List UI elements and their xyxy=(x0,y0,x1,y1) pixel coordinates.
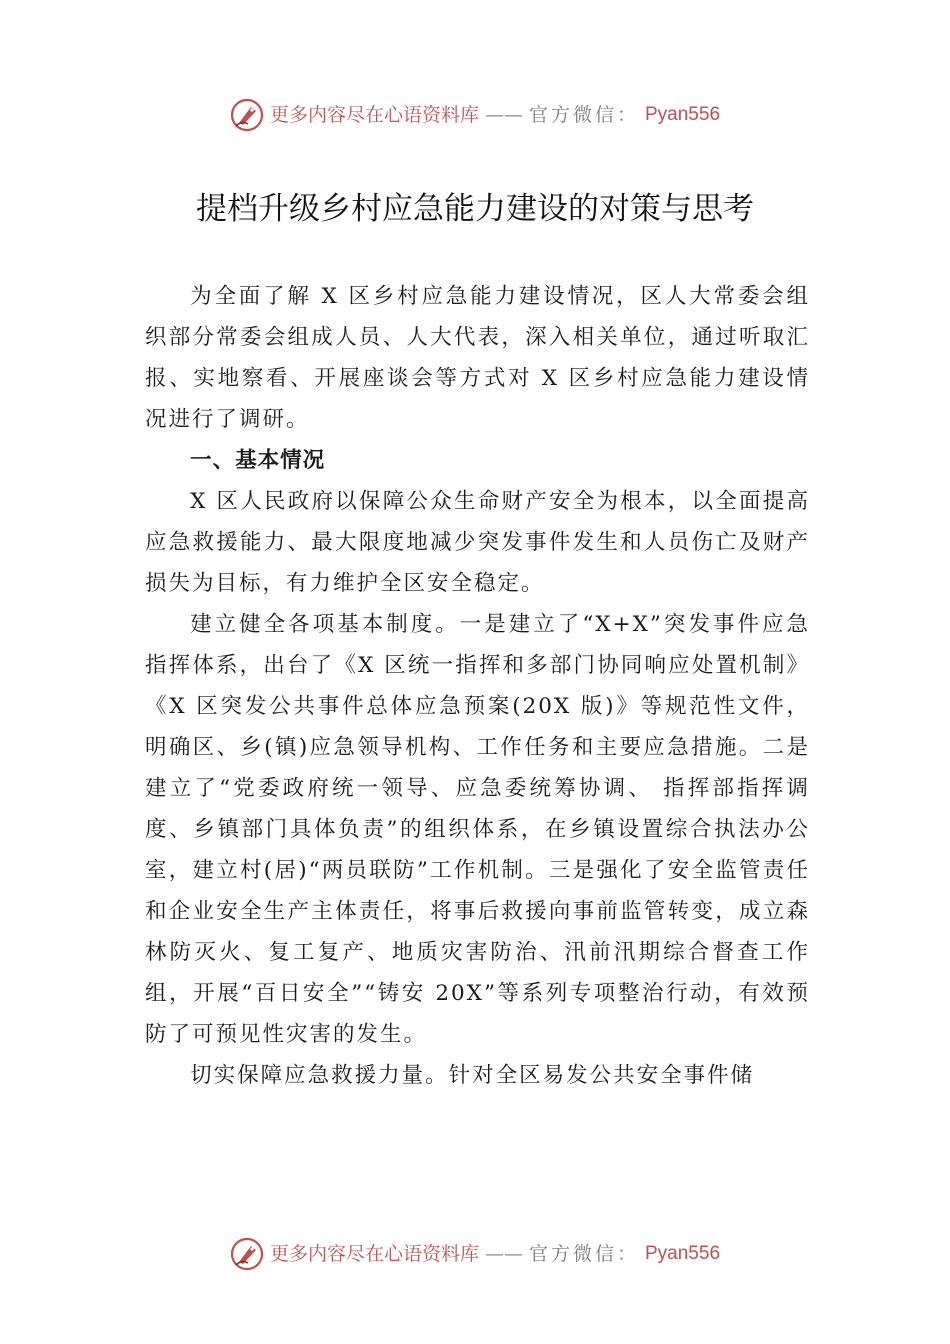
banner-wechat-id: Pyan556 xyxy=(645,104,721,125)
pen-nib-logo-icon xyxy=(230,98,264,132)
paragraph-rescue-forces: 切实保障应急救援力量。针对全区易发公共安全事件储 xyxy=(190,1063,755,1088)
banner-site-name: 更多内容尽在心语资料库 xyxy=(269,1243,479,1265)
banner-wechat-id: Pyan556 xyxy=(645,1243,721,1264)
banner-site-name: 更多内容尽在心语资料库 xyxy=(269,104,479,126)
document-title: 提档升级乡村应急能力建设的对策与思考 xyxy=(196,191,754,227)
header-banner xyxy=(0,98,950,132)
paragraph-overview: X 区人民政府以保障公众生命财产安全为根本，以全面提高应急救援能力、最大限度地减少突发事件发生和人员伤亡及财产损失为目标，有力维护全区安全稳定。 xyxy=(145,489,810,596)
document-body xyxy=(145,276,810,1096)
footer-banner xyxy=(0,1237,950,1271)
paragraph-systems: 建立健全各项基本制度。一是建立了“X+X”突发事件应急指挥体系，出台了《X 区统一指挥和多部门协同响应处置机制》《X 区突发公共事件总体应急预案(20X 版)》等规范性文件，明确区、乡(镇)应急领导机构、工作任务和主要应急措施。二是建立了“党委政府统一领导、应急委统筹协调、 指挥部指挥调度、乡镇部门具体负责”的组织体系，在乡镇设置综合执法办公室，建立村(居)“两员联防”工作机制。三是强化了安全监管责任和企业安全生产主体责任，将事后救援向事前监管转变，成立森林防灭火、复工复产、地质灾害防治、汛前汛期综合督查工作组，开展“百日安全”“铸安 20X”等系列专项整治行动，有效预防了可预见性灾害的发生。 xyxy=(145,612,810,1047)
section-heading-basic-situation: 一、基本情况 xyxy=(190,448,326,473)
paragraph-intro: 为全面了解 X 区乡村应急能力建设情况，区人大常委会组织部分常委会组成人员、人大代表，深入相关单位，通过听取汇报、实地察看、开展座谈会等方式对 X 区乡村应急能力建设情况进行了调研。 xyxy=(145,284,810,432)
banner-wechat-label: 官方微信： xyxy=(528,1243,639,1265)
banner-dash: —— xyxy=(484,1243,523,1265)
banner-wechat-label: 官方微信： xyxy=(528,104,639,126)
pen-nib-logo-icon xyxy=(230,1237,264,1271)
banner-dash: —— xyxy=(484,104,523,126)
